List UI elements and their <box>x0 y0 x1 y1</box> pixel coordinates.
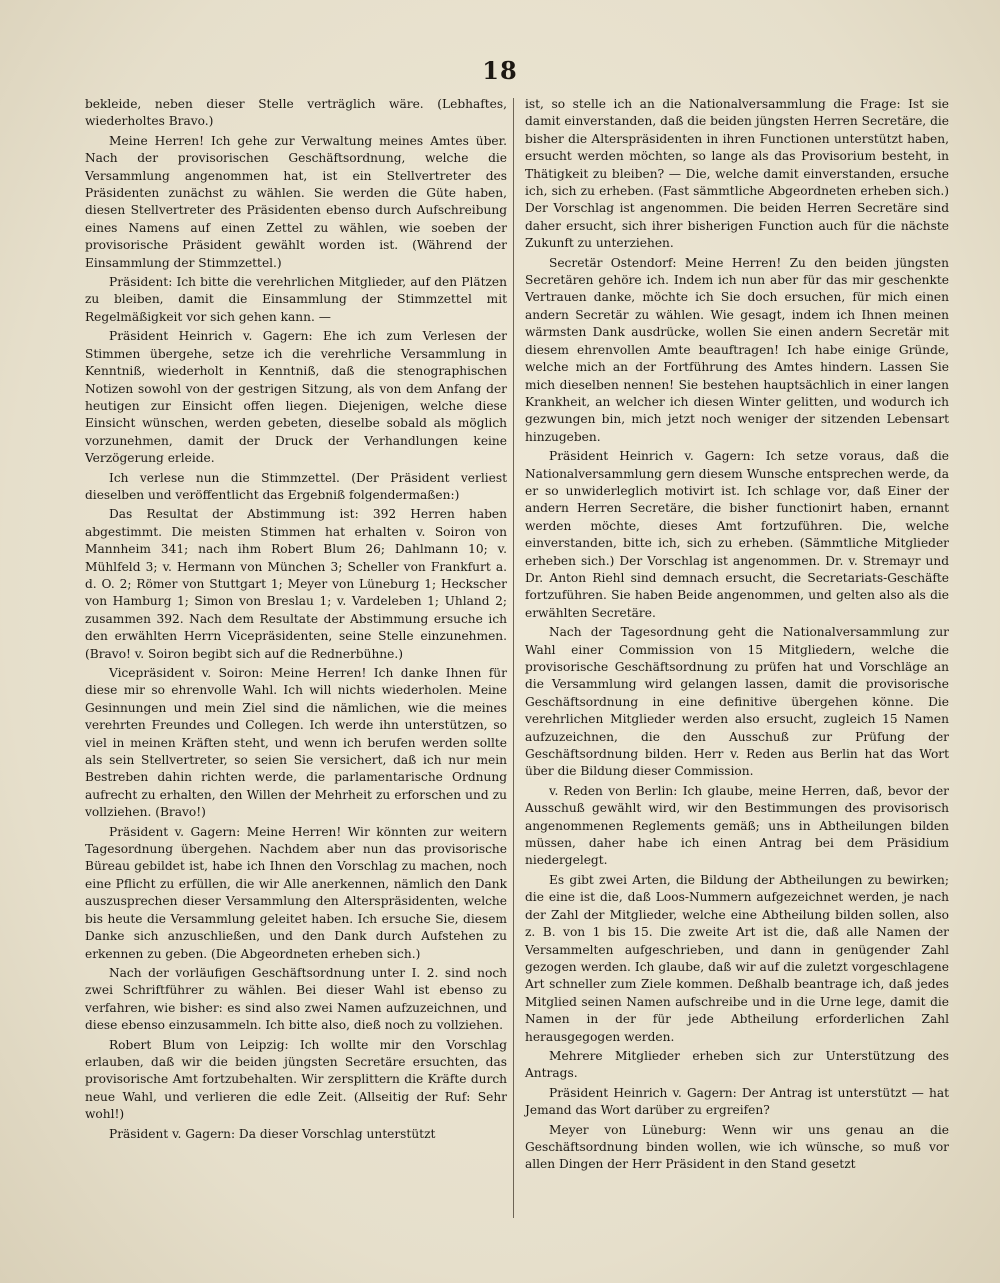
paragraph: Ich verlese nun die Stimmzettel. (Der Präsident verliest dieselben und veröffentlicht das Ergebniß folgendermaßen:) <box>85 470 507 502</box>
column-divider <box>513 98 514 1218</box>
paragraph: Präsident: Ich bitte die verehrlichen Mitglieder, auf den Plätzen zu bleiben, damit die Einsammlung der Stimmzettel mit Regelmäßigkeit vor sich gehen kann. — <box>85 275 507 324</box>
paragraph: v. Reden von Berlin: Ich glaube, meine Herren, daß, bevor der Ausschuß gewählt wird, wir den Bestimmungen des provisorisch angenommenen Reglements gemäß; uns in Abtheilungen bilden müssen, daher habe ich einen Antrag bei dem Präsidium niedergelegt. <box>525 783 949 868</box>
paragraph: Es gibt zwei Arten, die Bildung der Abtheilungen zu bewirken; die eine ist die, daß Loos-Nummern aufgezeichnet werden, je nach der Zahl der Mitglieder, welche eine Abtheilung bilden sollen, also z. B. von 1 bis 15. Die zweite Art ist die, daß alle Namen der Versammelten aufgeschrieben, und dann in genügender Zahl gezogen werden. Ich glaube, daß wir auf die zuletzt vorgeschlagene Art schneller zum Ziele kommen. Deßhalb beantrage ich, daß jedes Mitglied seinen Namen aufschreibe und in die Urne lege, damit die Namen in der für jede Abtheilung erforderlichen Zahl herausgegogen werden. <box>525 872 949 1044</box>
paragraph: ist, so stelle ich an die Nationalversammlung die Frage: Ist sie damit einverstanden, daß die beiden jüngsten Herren Secretäre, die bisher die Alterspräsidenten in ihren Functionen unterstützt haben, ersucht werden möchten, so lange als das Provisorium besteht, in Thätigkeit zu bleiben? — Die, welche damit einverstanden, ersuche ich, sich zu erheben. (Fast sämmtliche Abgeordneten erheben sich.) Der Vorschlag ist angenommen. Die beiden Herren Secretäre sind daher ersucht, sich ihrer bisherigen Function auch für die nächste Zukunft zu unterziehen. <box>525 97 949 251</box>
paragraph: Präsident v. Gagern: Meine Herren! Wir könnten zur weitern Tagesordnung übergehen. Nachdem aber nun das provisorische Büreau gebildet ist, habe ich Ihnen den Vorschlag zu machen, noch eine Pflicht zu erfüllen, die wir Alle anerkennen, nämlich den Dank auszusprechen dieser Versammlung den Alterspräsidenten, welche bis heute die Versammlung geleitet haben. Ich ersuche Sie, diesem Danke sich anzuschließen, und den Dank durch Aufstehen zu erkennen zu geben. (Die Abgeordneten erheben sich.) <box>85 824 507 961</box>
paragraph: Das Resultat der Abstimmung ist: 392 Herren haben abgestimmt. Die meisten Stimmen hat erhalten v. Soiron von Mannheim 341; nach ihm Robert Blum 26; Dahlmann 10; v. Mühlfeld 3; v. Hermann von München 3; Scheller von Frankfurt a. d. O. 2; Römer von Stuttgart 1; Meyer von Lüneburg 1; Heckscher von Hamburg 1; Simon von Breslau 1; v. Vardeleben 1; Uhland 2; zusammen 392. Nach dem Resultate der Abstimmung ersuche ich den erwählten Herrn Vicepräsidenten, seine Stelle einzunehmen. (Bravo! v. Soiron begibt sich auf die Rednerbühne.) <box>85 507 507 661</box>
paragraph: Secretär Ostendorf: Meine Herren! Zu den beiden jüngsten Secretären gehöre ich. Indem ich nun aber für das mir geschenkte Vertrauen danke, möchte ich Sie doch ersuchen, für mich einen andern Secretär zu wählen. Wie gesagt, indem ich Ihnen meinen wärmsten Dank ausdrücke, wollen Sie einen andern Secretär mit diesem ehrenvollen Amte beauftragen! Ich habe einige Gründe, welche mich an der Fortführung des Amtes hindern. Lassen Sie mich dieselben nennen! Sie bestehen hauptsächlich in einer langen Krankheit, an welcher ich diesen Winter gelitten, und wodurch ich gezwungen bin, mich jetzt noch weniger der sitzenden Lebensart hinzugeben. <box>525 255 949 444</box>
paragraph: Robert Blum von Leipzig: Ich wollte mir den Vorschlag erlauben, daß wir die beiden jüngsten Secretäre ersuchten, das provisorische Amt fortzubehalten. Wir zersplittern die Kräfte durch neue Wahl, und verlieren die edle Zeit. (Allseitig der Ruf: Sehr wohl!) <box>85 1037 507 1122</box>
paragraph: Präsident Heinrich v. Gagern: Der Antrag ist unterstützt — hat Jemand das Wort darüber zu ergreifen? <box>525 1085 949 1118</box>
paragraph: Präsident Heinrich v. Gagern: Ich setze voraus, daß die Nationalversammlung gern diesem Wunsche entsprechen werde, da er so unwiderleglich motivirt ist. Ich schlage vor, daß Einer der andern Herren Secretäre, die bisher functionirt haben, ernannt werden möchte, dieses Amt fortzuführen. Die, welche einverstanden, bitte ich, sich zu erheben. (Sämmtliche Mitglieder erheben sich.) Der Vorschlag ist angenommen. Dr. v. Stremayr und Dr. Anton Riehl sind demnach ersucht, die Secretariats-Geschäfte fortzuführen. Sie haben Beide angenommen, und gelten also als die erwählten Secretäre. <box>525 449 949 620</box>
paragraph: Präsident Heinrich v. Gagern: Ehe ich zum Verlesen der Stimmen übergehe, setze ich die verehrliche Versammlung in Kenntniß, wiederholt in Kenntniß, daß die stenographischen Notizen sowohl von der gestrigen Sitzung, als von dem Anfang der heutigen zur Einsicht offen liegen. Diejenigen, welche diese Einsicht wünschen, werden gebeten, dieselbe sobald als möglich vorzunehmen, damit der Druck der Verhandlungen keine Verzögerung erleide. <box>85 329 507 466</box>
right-column <box>525 96 949 1176</box>
paragraph: Nach der Tagesordnung geht die Nationalversammlung zur Wahl einer Commission von 15 Mitgliedern, welche die provisorische Geschäftsordnung zu prüfen hat und Vorschläge an die Versammlung wird gelangen lassen, damit die provisorische Geschäftsordnung in eine definitive übergehen könne. Die verehrlichen Mitglieder werden also ersucht, zugleich 15 Namen aufzuzeichnen, die den Ausschuß zur Prüfung der Geschäftsordnung bilden. Herr v. Reden aus Berlin hat das Wort über die Bildung dieser Commission. <box>525 625 949 779</box>
page-number: 18 <box>482 56 518 85</box>
paragraph: Meyer von Lüneburg: Wenn wir uns genau an die Geschäftsordnung binden wollen, wie ich wünsche, so muß vor allen Dingen der Herr Präsident in den Stand gesetzt <box>525 1122 949 1172</box>
paragraph: Präsident v. Gagern: Da dieser Vorschlag unterstützt <box>109 1126 436 1141</box>
paragraph: Nach der vorläufigen Geschäftsordnung unter I. 2. sind noch zwei Schriftführer zu wählen. Bei dieser Wahl ist ebenso zu verfahren, wie bisher: es sind also zwei Namen aufzuzeichnen, und diese ebenso einzusammeln. Ich bitte also, dieß noch zu vollziehen. <box>85 965 507 1033</box>
paragraph: bekleide, neben dieser Stelle verträglich wäre. (Lebhaftes, wiederholtes Bravo.) <box>85 97 507 129</box>
left-column <box>85 96 507 1145</box>
paragraph: Mehrere Mitglieder erheben sich zur Unterstützung des Antrags. <box>525 1048 949 1081</box>
paragraph: Vicepräsident v. Soiron: Meine Herren! Ich danke Ihnen für diese mir so ehrenvolle Wahl. Ich will nichts wiederholen. Meine Gesinnungen und mein Ziel sind die nämlichen, wie die meines verehrten Freundes und Collegen. Ich werde ihn unterstützen, so viel in meinen Kräften steht, und wenn ich berufen werden sollte als sein Stellvertreter, so seien Sie versichert, daß ich nur mein Bestreben dahin richten werde, die parlamentarische Ordnung aufrecht zu erhalten, den Willen der Mehrheit zu erforschen und zu vollziehen. (Bravo!) <box>85 666 507 820</box>
paragraph: Meine Herren! Ich gehe zur Verwaltung meines Amtes über. Nach der provisorischen Geschäftsordnung, welche die Versammlung angenommen hat, ist ein Stellvertreter des Präsidenten zunächst zu wählen. Sie werden die Güte haben, diesen Stellvertreter des Präsidenten ebenso durch Aufschreibung eines Namens auf einen Zettel zu wählen, wie soeben der provisorische Präsident gewählt worden ist. (Während der Einsammlung der Stimmzettel.) <box>85 133 507 270</box>
